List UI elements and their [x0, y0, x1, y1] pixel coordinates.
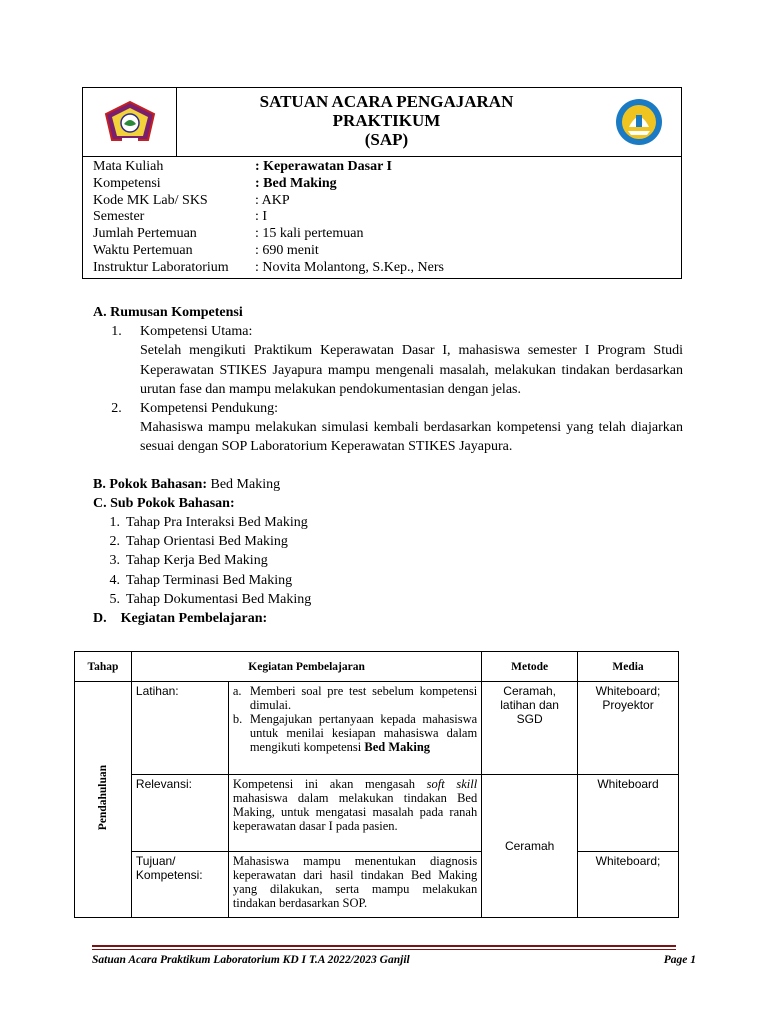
info-row	[93, 243, 681, 260]
list-number: 3.	[109, 553, 120, 569]
footer-divider	[92, 945, 676, 947]
list-item-text: Tahap Kerja Bed Making	[126, 553, 268, 569]
info-label: Jumlah Pertemuan	[93, 226, 197, 242]
competency-item	[93, 322, 683, 341]
column-header: Metode	[482, 652, 578, 682]
title-line-1: SATUAN ACARA PENGAJARAN	[259, 92, 514, 111]
sub-topic-list	[93, 513, 683, 609]
item-text: Mengajukan pertanyaan kepada mahasiswa untuk menilai kesiapan mahasiswa dalam mengikuti kompetensi	[249, 712, 478, 754]
competency-title: Kompetensi Utama:	[140, 324, 253, 340]
method-cell: Ceramah, latihan dan SGD	[482, 682, 578, 775]
list-item-text: Tahap Dokumentasi Bed Making	[126, 591, 312, 607]
section-b-heading: B. Pokok Bahasan:	[93, 476, 207, 492]
tut-wuri-handayani-logo-icon	[614, 97, 664, 147]
activity-label: Tujuan/ Kompetensi:	[131, 852, 228, 918]
info-label: Kode MK Lab/ SKS	[93, 192, 208, 208]
list-number: 2.	[109, 534, 120, 550]
list-item	[93, 551, 683, 570]
document-body	[93, 303, 683, 628]
activity-description	[228, 682, 481, 775]
phase-cell	[75, 682, 132, 918]
info-value: : 15 kali pertemuan	[255, 226, 364, 242]
section-a-heading: A. Rumusan Kompetensi	[93, 305, 243, 320]
competency-title: Kompetensi Pendukung:	[140, 401, 279, 417]
info-value: : 690 menit	[255, 242, 319, 258]
table-row	[75, 775, 679, 852]
list-item-text: Tahap Terminasi Bed Making	[126, 572, 293, 588]
column-header: Kegiatan Pembelajaran	[131, 652, 481, 682]
activity-label: Latihan:	[131, 682, 228, 775]
list-number: 5.	[109, 591, 120, 607]
list-number: 1.	[109, 515, 120, 531]
title-line-2: PRAKTIKUM	[332, 111, 441, 130]
item-letter: a.	[232, 684, 242, 698]
list-number: 2.	[111, 401, 122, 417]
phase-label: Pendahuluan	[96, 765, 109, 831]
italic-term: soft skill	[426, 777, 478, 791]
list-item-text: Tahap Orientasi Bed Making	[126, 534, 288, 550]
table-header-row	[75, 652, 679, 682]
table-row	[75, 852, 679, 918]
section-d-heading: D. Kegiatan Pembelajaran:	[93, 611, 268, 627]
info-label: Mata Kuliah	[93, 159, 164, 174]
info-value: : Keperawatan Dasar I	[255, 159, 393, 174]
title-line-3: (SAP)	[364, 130, 409, 149]
method-cell: Ceramah	[482, 775, 578, 918]
list-item	[93, 571, 683, 590]
list-item	[93, 532, 683, 551]
competency-item	[93, 399, 683, 418]
media-cell: Whiteboard; Proyektor	[578, 682, 679, 775]
item-letter: b.	[232, 712, 243, 726]
ministry-logo-cell	[596, 88, 681, 156]
section-c-heading: C. Sub Pokok Bahasan:	[93, 495, 235, 511]
info-row	[93, 209, 681, 226]
document-title	[177, 88, 596, 156]
section-b-value: Bed Making	[206, 476, 281, 492]
info-label: Kompetensi	[93, 175, 161, 191]
item-text: Memberi soal pre test sebelum kompetensi dimulai.	[249, 684, 478, 712]
info-value: : AKP	[255, 192, 290, 208]
course-info	[83, 157, 681, 278]
list-item	[93, 513, 683, 532]
info-row	[93, 226, 681, 243]
column-header: Tahap	[75, 652, 132, 682]
competency-text: Mahasiswa mampu melakukan simulasi kembali berdasarkan kompetensi yang telah diajarkan sesuai dengan SOP Laboratorium Keperawatan STIKES Jayapura.	[140, 420, 683, 455]
list-number: 4.	[109, 572, 120, 588]
media-cell: Whiteboard;	[578, 852, 679, 918]
list-item	[93, 590, 683, 609]
table-row	[75, 682, 679, 775]
competency-text: Setelah mengikuti Praktikum Keperawatan Dasar I, mahasiswa semester I Program Studi Keperawatan STIKES Jayapura mampu mengenali masalah, melakukan tindakan berdasarkan urutan fase dan mampu melakukan pendokumentasian dengan jelas.	[140, 343, 683, 397]
activity-label: Relevansi:	[131, 775, 228, 852]
list-item-text: Tahap Pra Interaksi Bed Making	[126, 515, 308, 531]
column-header: Media	[578, 652, 679, 682]
item-text-bold: Bed Making	[364, 740, 431, 754]
info-row	[93, 260, 681, 277]
info-label: Instruktur Laboratorium	[93, 259, 229, 275]
institution-logo-icon	[104, 100, 156, 144]
activity-description: Mahasiswa mampu menentukan diagnosis keperawatan dari hasil tindakan Bed Making yang dilakukan, serta mampu melakukan tindakan berdasarkan SOP.	[228, 852, 481, 918]
section-b	[93, 475, 683, 494]
footer-divider	[92, 949, 676, 950]
info-row	[93, 159, 681, 176]
info-value: : I	[255, 209, 268, 225]
activity-description: Kompetensi ini akan mengasah soft skill mahasiswa dalam melakukan tindakan Bed Making, untuk mengatasi masalah pada ranah keperawatan dasar I pada pasien.	[228, 775, 481, 852]
footer-title: Satuan Acara Praktikum Laboratorium KD I T.A 2022/2023 Ganjil	[92, 954, 410, 966]
info-label: Semester	[93, 209, 145, 225]
institution-logo-cell	[83, 88, 177, 156]
learning-activity-table	[74, 651, 679, 918]
list-number: 1.	[111, 324, 122, 340]
info-row	[93, 176, 681, 193]
info-label: Waktu Pertemuan	[93, 242, 193, 258]
info-value: : Novita Molantong, S.Kep., Ners	[255, 259, 444, 275]
info-value: : Bed Making	[255, 175, 337, 191]
sap-header-table	[82, 87, 682, 279]
page-number: Page 1	[663, 954, 696, 966]
info-row	[93, 193, 681, 210]
media-cell: Whiteboard	[578, 775, 679, 852]
